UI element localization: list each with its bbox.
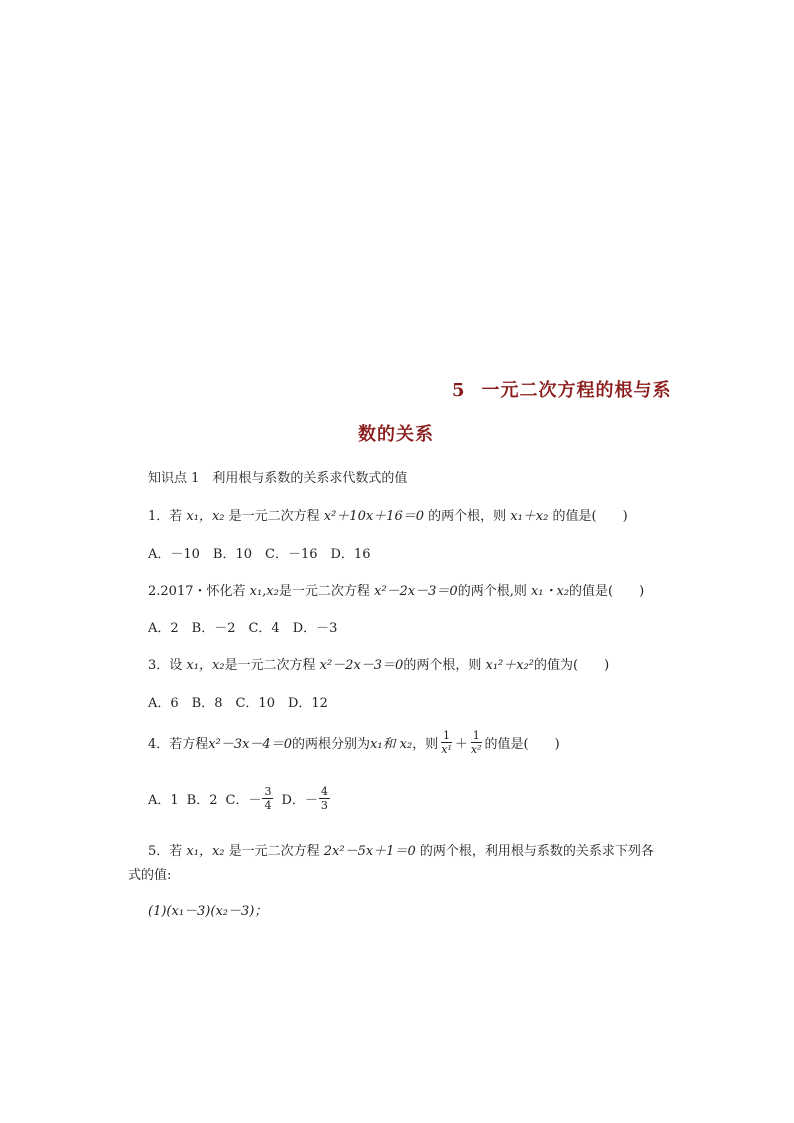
q4-text-c: ，则 (412, 737, 439, 752)
q4-frac1-numerator: 1 (443, 729, 451, 742)
question-2 (148, 580, 644, 599)
chapter-title-text: 一元二次方程的根与系 (481, 380, 672, 401)
q3-text-b: 是一元二次方程 (224, 658, 320, 673)
q4-option-a: A．1 (148, 793, 179, 808)
q4-optc-numerator: 3 (264, 785, 272, 798)
q1-text-a: 1．若 (148, 509, 187, 524)
q2-text-d: 的值是( ) (569, 584, 645, 599)
q4-text-d: 的值是( ) (484, 737, 560, 752)
q1-text-d: 的值是( ) (548, 509, 628, 524)
q4-plus: ＋ (454, 737, 468, 752)
q2-expr: x₁・x₂ (530, 584, 570, 599)
q1-roots: x₁，x₂ (186, 509, 225, 524)
question-2-options: A．2 B．－2 C．4 D．－3 (148, 621, 338, 636)
chapter-title-line2: 数的关系 (358, 424, 434, 445)
q3-text-c: 的两个根，则 (403, 658, 486, 673)
question-5 (148, 840, 654, 859)
q5-text-c: 的两个根，利用根与系数的关系求下列各 (415, 844, 654, 859)
q4-text-a: 4．若方程 (148, 737, 209, 752)
chapter-title-line1 (452, 376, 672, 402)
question-4-options (148, 786, 331, 811)
q4-roots: x₁和 x₂ (370, 737, 413, 752)
q4-option-b: B．2 (186, 793, 218, 808)
q3-text-d: 的值为( ) (534, 658, 610, 673)
q4-option-c-fraction (262, 786, 273, 811)
q4-text-b: 的两根分别为 (291, 737, 370, 752)
q4-fraction-2 (469, 730, 484, 755)
q1-expr: x₁＋x₂ (510, 509, 549, 524)
q2-text-c: 的两个根,则 (457, 584, 531, 599)
question-4 (148, 730, 560, 755)
q2-equation: x²－2x－3＝0 (373, 584, 458, 599)
q1-equation: x²＋10x＋16＝0 (323, 509, 424, 524)
q1-text-c: 的两个根，则 (424, 509, 511, 524)
q4-optd-numerator: 4 (320, 785, 328, 798)
q4-frac2-numerator: 1 (472, 729, 480, 742)
question-5-sub1 (148, 900, 267, 919)
q4-frac1-denominator: x¹ (441, 743, 452, 756)
q4-frac2-denominator: x² (470, 743, 482, 756)
question-1-options: A．－10 B．10 C．－16 D．16 (148, 547, 371, 562)
q5-sub1-expr: (1)(x₁－3)(x₂－3)； (148, 904, 268, 919)
question-5-line2: 式的值: (128, 868, 172, 883)
chapter-number: 5 (452, 380, 466, 401)
q5-roots: x₁，x₂ (186, 844, 225, 859)
q1-text-b: 是一元二次方程 (224, 509, 324, 524)
q2-text-b: 是一元二次方程 (278, 584, 374, 599)
q4-option-d-fraction (319, 786, 330, 811)
q4-optc-denominator: 4 (264, 799, 272, 812)
q3-text-a: 3．设 (148, 658, 187, 673)
question-3 (148, 654, 609, 673)
q5-text-a: 5．若 (148, 844, 187, 859)
q4-fraction-1 (439, 730, 454, 755)
q4-equation: x²－3x－4＝0 (208, 737, 292, 752)
q3-roots: x₁，x₂ (186, 658, 225, 673)
question-3-options: A．6 B．8 C．10 D．12 (148, 696, 328, 711)
q4-optd-denominator: 3 (320, 799, 328, 812)
q5-equation: 2x²－5x＋1＝0 (323, 844, 416, 859)
q4-option-c-prefix: C．－ (225, 793, 262, 808)
q3-expr: x₁²＋x₂² (485, 658, 534, 673)
q3-equation: x²－2x－3＝0 (319, 658, 404, 673)
question-1 (148, 505, 628, 524)
q5-text-b: 是一元二次方程 (224, 844, 324, 859)
q4-option-d-prefix: D．－ (281, 793, 318, 808)
q2-text-a: 2.2017・怀化若 (148, 584, 250, 599)
q2-roots: x₁,x₂ (249, 584, 279, 599)
section-heading: 知识点 1 利用根与系数的关系求代数式的值 (148, 471, 408, 486)
